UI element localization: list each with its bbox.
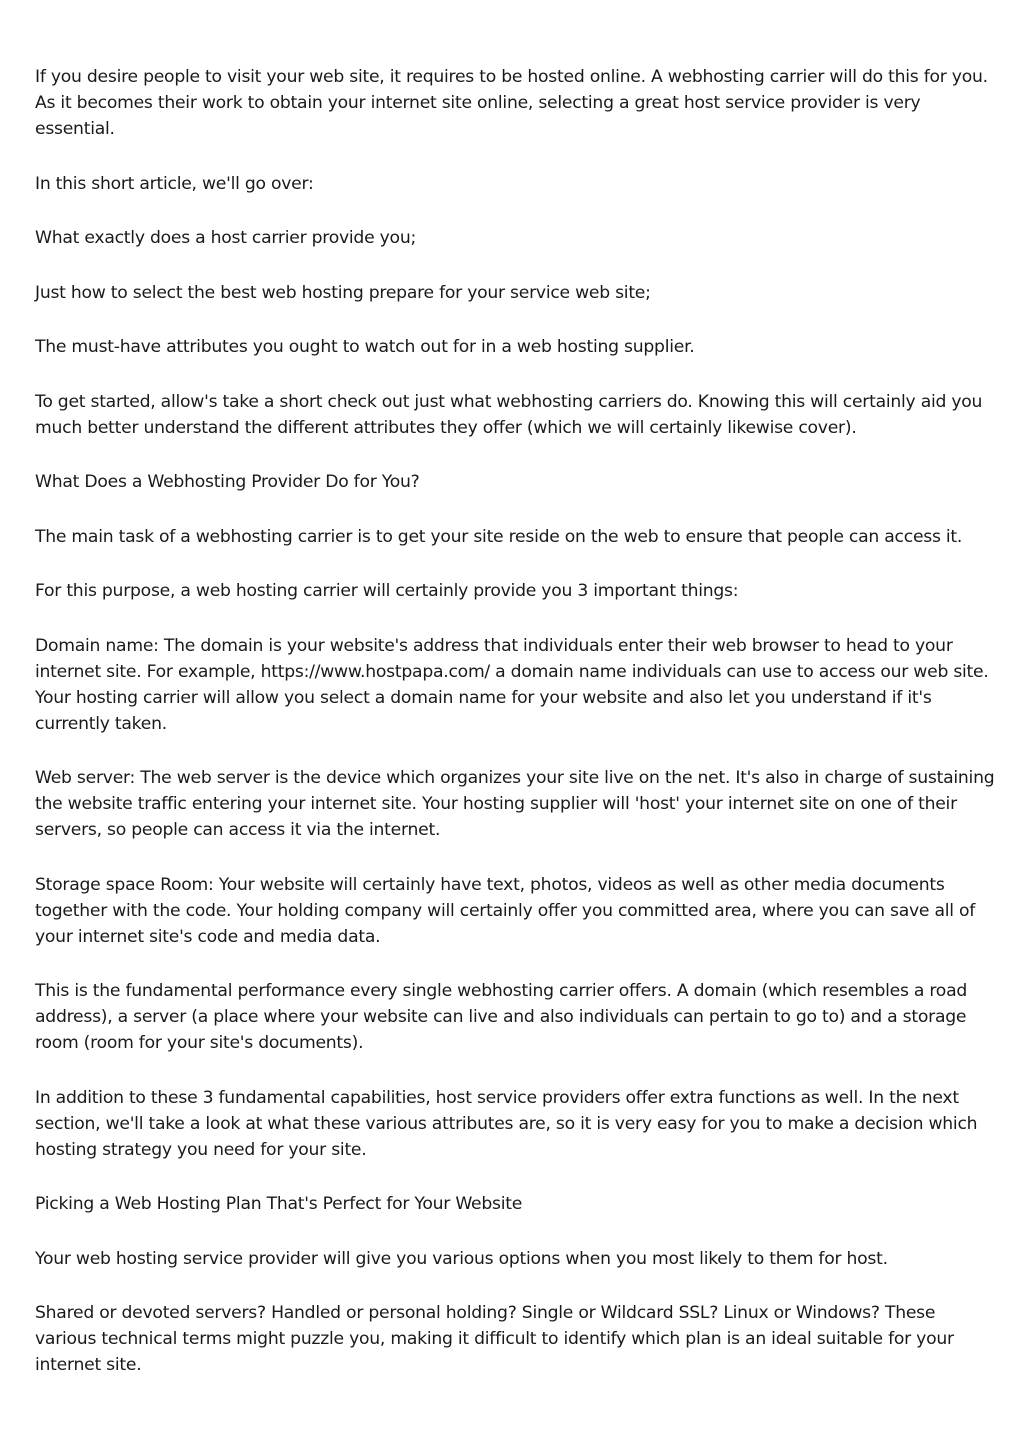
paragraph-get-started: To get started, allow's take a short check out just what webhosting carriers do. Knowing this will certainly aid you much better understand the different attributes they offer (which we will certainly likewise cover). xyxy=(35,391,983,438)
section-heading-picking-plan: Picking a Web Hosting Plan That's Perfect for Your Website xyxy=(35,1194,523,1214)
paragraph-purpose: For this purpose, a web hosting carrier will certainly provide you 3 important things: xyxy=(35,581,739,601)
paragraph-technical-terms: Shared or devoted servers? Handled or personal holding? Single or Wildcard SSL? Linux or Windows? These various technical terms might puzzle you, making it difficult to identify which plan is an ideal suitable for your internet site. xyxy=(35,1303,954,1375)
paragraph-point-2: Just how to select the best web hosting prepare for your service web site; xyxy=(35,282,651,303)
paragraph-domain-name: Domain name: The domain is your website's address that individuals enter their web browser to head to your internet site. For example, https://www.hostpapa.com/ a domain name individuals can use to access our web site. Your hosting carrier will allow you select a domain name for your website and also let you understand if it's currently taken. xyxy=(35,635,989,734)
paragraph-overview: In this short article, we'll go over: xyxy=(35,173,314,194)
paragraph-point-1: What exactly does a host carrier provide you; xyxy=(35,228,416,248)
paragraph-main-task: The main task of a webhosting carrier is to get your site reside on the web to ensure that people can access it. xyxy=(35,526,963,547)
paragraph-web-server: Web server: The web server is the device which organizes your site live on the net. It's also in charge of sustaining the website traffic entering your internet site. Your hosting supplier will 'host' your internet site on one of their servers, so people can access it via the internet. xyxy=(35,768,995,840)
document-body xyxy=(35,64,995,1407)
paragraph-options: Your web hosting service provider will give you various options when you most likely to them for host. xyxy=(35,1248,888,1269)
paragraph-point-3: The must-have attributes you ought to watch out for in a web hosting supplier. xyxy=(35,337,695,357)
section-heading-what-does: What Does a Webhosting Provider Do for You? xyxy=(35,472,420,492)
paragraph-intro: If you desire people to visit your web site, it requires to be hosted online. A webhosting carrier will do this for you. As it becomes their work to obtain your internet site online, selecting a great host service provider is very essential. xyxy=(35,67,988,139)
paragraph-fundamental: This is the fundamental performance every single webhosting carrier offers. A domain (which resembles a road address), a server (a place where your website can live and also individuals can pertain to go to) and a storage room (room for your site's documents). xyxy=(35,981,968,1053)
paragraph-extra-functions: In addition to these 3 fundamental capabilities, host service providers offer extra functions as well. In the next section, we'll take a look at what these various attributes are, so it is very easy for you to make a decision which hosting strategy you need for your site. xyxy=(35,1087,978,1160)
paragraph-storage: Storage space Room: Your website will certainly have text, photos, videos as well as other media documents together with the code. Your holding company will certainly offer you committed area, where you can save all of your internet site's code and media data. xyxy=(35,874,976,947)
